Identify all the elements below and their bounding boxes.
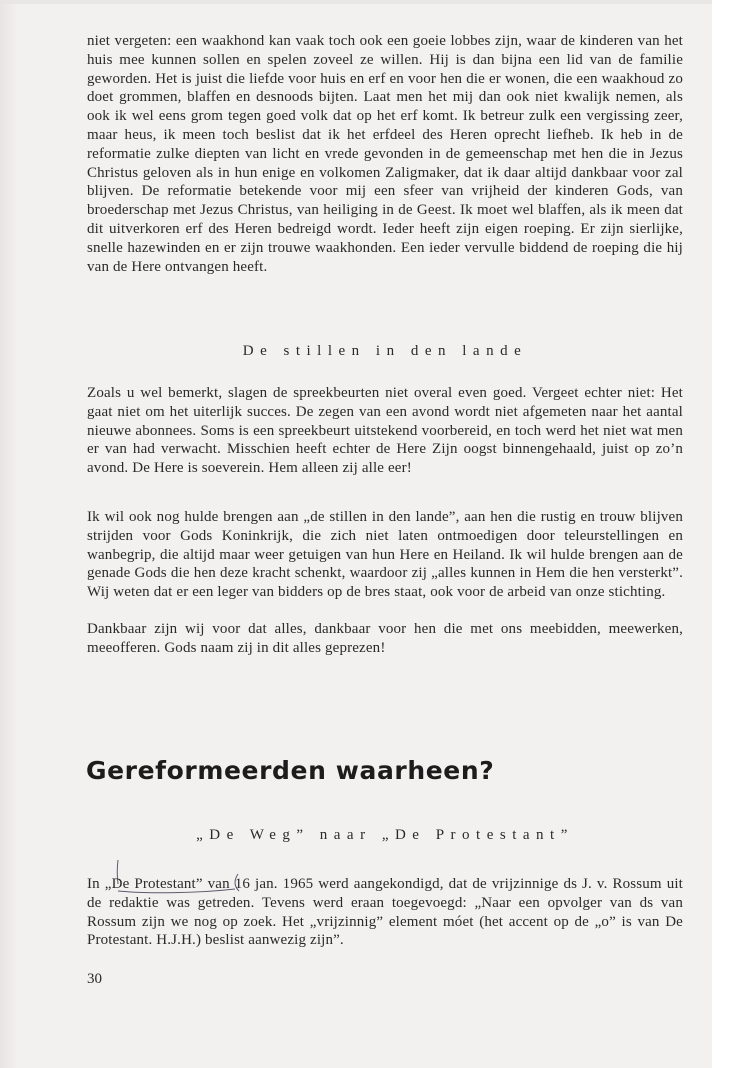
paragraph-hulde: Ik wil ook nog hulde brengen aan „de stillen in den lande”, aan hen die rustig en trouw blijven strijden voor Gods Koninkrijk, die zich niet laten ontmoedigen door teleurstellingen en wanbegrip, die altijd maar weer getuigen van hun Here en Heiland. Ik wil hulde brengen aan de genade Gods die hen deze kracht schenkt, waardoor zij „alles kunnen in Hem die hen versterkt”. Wij weten dat er een leger van bidders op de bres staat, ook voor de arbeid van onze stichting. bbox=[87, 509, 683, 601]
scan-edge-right bbox=[712, 0, 738, 1068]
scan-shade-left bbox=[0, 0, 18, 1068]
section-heading-weg: „De Weg” naar „De Protestant” bbox=[196, 827, 574, 843]
paragraph-protestant: In „De Protestant” van 16 jan. 1965 werd aangekondigd, dat de vrijzinnige ds J. v. Rossum uit de redaktie was getreden. Tevens werd eraan toegevoegd: „Naar een opvolger van ds van Rossum zijn we nog op zoek. Het „vrijzinnig” element móet (het accent op de „o” is van De Protestant. H.J.H.) beslist aanwezig zijn”. bbox=[87, 876, 683, 949]
scan-edge-top bbox=[0, 0, 738, 4]
paragraph-continued: niet vergeten: een waakhond kan vaak toch ook een goeie lobbes zijn, waar de kinderen van het huis mee kunnen sollen en spelen zoveel ze willen. Hij is dan bijna een lid van de familie geworden. Het is juist die liefde voor huis en erf en voor hen die er wonen, die een waakhoud zo doet grommen, blaffen en desnoods bijten. Laat men het mij dan ook niet kwalijk nemen, als ook ik wel eens grom tegen goed volk dat op het erf komt. Ik betreur zulk een vergissing zeer, maar heus, ik meen toch beslist dat ik het erfdeel des Heren oprecht liefheb. Ik heb in de reformatie zulke diepten van licht en vrede gevonden in de gemeenschap met hen die in Jezus Christus geloven als in hun enige en volkomen Zaligmaker, dat ik daar altijd dankbaar voor zal blijven. De reformatie betekende voor mij een sfeer van vrijheid der kinderen Gods, van broederschap met Jezus Christus, van heiliging in de Geest. Ik moet wel blaffen, als ik meen dat dit uitverkoren erf des Heren bedreigd wordt. Ieder heeft zijn eigen roeping. Er zijn sierlijke, snelle hazewinden en er zijn trouwe waakhonden. Een ieder vervulle biddend de roeping die hij van de Here ontvangen heeft. bbox=[87, 33, 683, 275]
section-heading-stillen: De stillen in den lande bbox=[242, 343, 528, 359]
paragraph-zoals: Zoals u wel bemerkt, slagen de spreekbeurten niet overal even goed. Vergeet echter niet: Het gaat niet om het uiterlijk succes. De zegen van een avond wordt niet afgemeten naar het aantal nieuwe abonnees. Soms is een spreekbeurt uitstekend voorbereid, en toch werd het niet wat men er van had verwacht. Misschien heeft echter de Here Zijn oogst binnengehaald, juist op zo’n avond. De Here is soeverein. Hem alleen zij alle eer! bbox=[87, 385, 683, 477]
paragraph-dankbaar: Dankbaar zijn wij voor dat alles, dankbaar voor hen die met ons meebidden, meewerken, meeofferen. Gods naam zij in dit alles geprezen! bbox=[87, 621, 683, 656]
page-number: 30 bbox=[87, 971, 102, 987]
article-title: Gereformeerden waarheen? bbox=[86, 756, 495, 785]
